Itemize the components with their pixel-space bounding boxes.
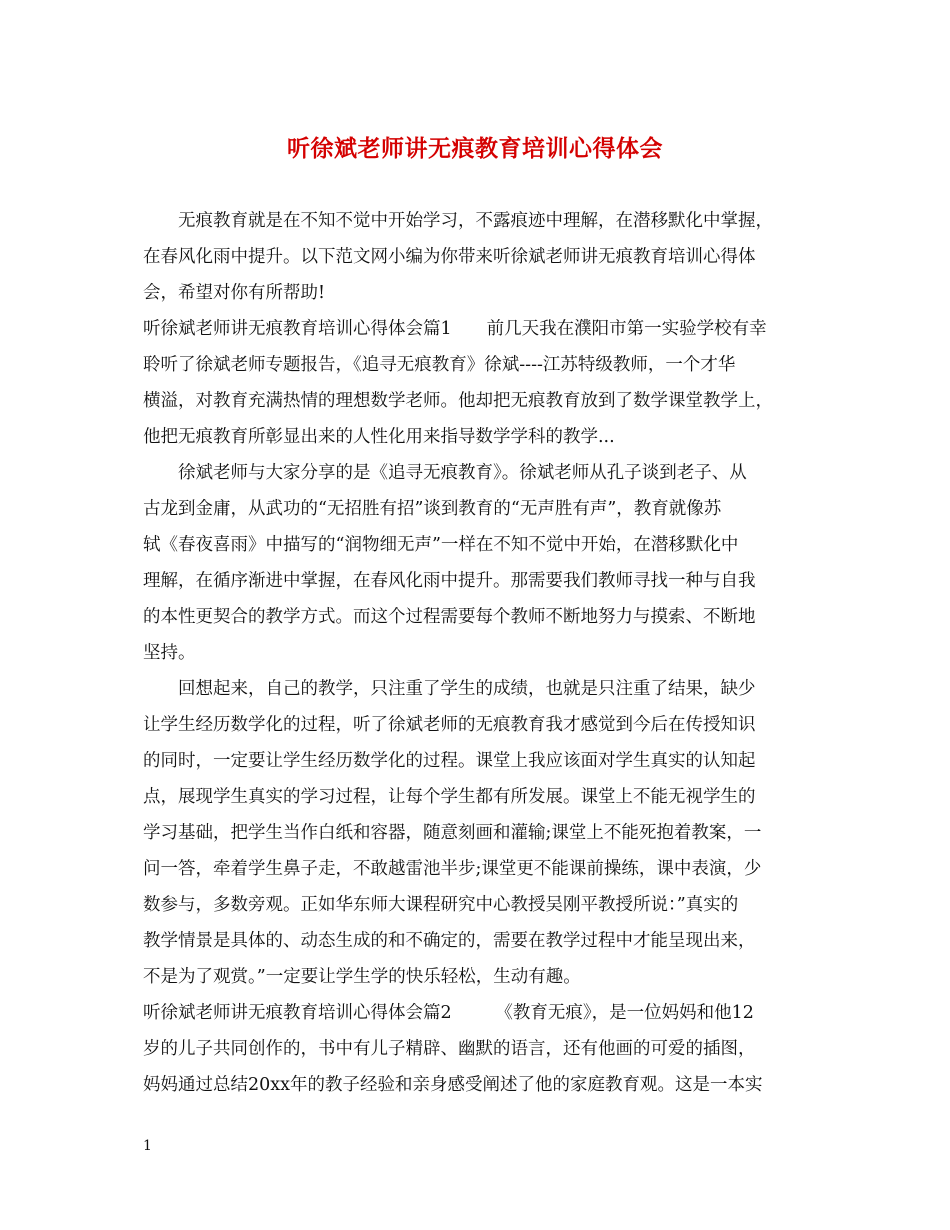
text-line: 岁的儿子共同创作的，书中有儿子精辟、幽默的语言，还有他画的可爱的插图，	[143, 1039, 756, 1059]
text-line: 学习基础，把学生当作白纸和容器，随意刻画和灌输;课堂上不能死抱着教案，一	[143, 823, 762, 843]
text-line: 古龙到金庸，从武功的“无招胜有招”谈到教育的“无声胜有声”，教育就像苏	[143, 499, 722, 519]
text-line: 听徐斌老师讲无痕教育培训心得体会篇1 前几天我在濮阳市第一实验学校有幸	[143, 319, 767, 339]
text-line: 无痕教育就是在不知不觉中开始学习，不露痕迹中理解，在潜移默化中掌握，	[178, 211, 773, 231]
text-line: 会，希望对你有所帮助!	[143, 283, 326, 303]
text-line: 坚持。	[143, 643, 196, 663]
text-line: 不是为了观赏。”一定要让学生学的快乐轻松，生动有趣。	[143, 967, 581, 987]
text-line: 横溢，对教育充满热情的理想数学老师。他却把无痕教育放到了数学课堂教学上，	[143, 391, 773, 411]
text-line: 的同时，一定要让学生经历数学化的过程。课堂上我应该面对学生真实的认知起	[143, 751, 756, 771]
text-line: 妈妈通过总结20xx年的教子经验和亲身感受阐述了他的家庭教育观。这是一本实	[143, 1075, 763, 1095]
text-line: 他把无痕教育所彰显出来的人性化用来指导数学学科的教学...	[143, 427, 615, 447]
document-title: 听徐斌老师讲无痕教育培训心得体会	[287, 135, 663, 162]
text-line: 数参与，多数旁观。正如华东师大课程研究中心教授吴刚平教授所说：”真实的	[143, 895, 739, 915]
text-line: 的本性更契合的教学方式。而这个过程需要每个教师不断地努力与摸索、不断地	[143, 607, 756, 627]
text-line: 点，展现学生真实的学习过程，让每个学生都有所发展。课堂上不能无视学生的	[143, 787, 756, 807]
text-line: 听徐斌老师讲无痕教育培训心得体会篇2 《教育无痕》，是一位妈妈和他12	[143, 1003, 754, 1023]
text-line: 让学生经历数学化的过程，听了徐斌老师的无痕教育我才感觉到今后在传授知识	[143, 715, 756, 735]
text-line: 回想起来，自己的教学，只注重了学生的成绩，也就是只注重了结果，缺少	[178, 679, 756, 699]
text-line: 聆听了徐斌老师专题报告，《追寻无痕教育》徐斌----江苏特级教师，一个才华	[143, 355, 736, 375]
text-line: 问一答，牵着学生鼻子走，不敢越雷池半步;课堂更不能课前操练，课中表演，少	[143, 859, 762, 879]
text-line: 教学情景是具体的、动态生成的和不确定的，需要在教学过程中才能呈现出来，	[143, 931, 756, 951]
text-line: 徐斌老师与大家分享的是《追寻无痕教育》。徐斌老师从孔子谈到老子、从	[178, 463, 747, 483]
page-number: 1	[143, 1138, 152, 1154]
text-line: 轼《春夜喜雨》中描写的“润物细无声”一样在不知不觉中开始，在潜移默化中	[143, 535, 739, 555]
text-line: 在春风化雨中提升。以下范文网小编为你带来听徐斌老师讲无痕教育培训心得体	[143, 247, 756, 267]
text-line: 理解，在循序渐进中掌握，在春风化雨中提升。那需要我们教师寻找一种与自我	[143, 571, 756, 591]
